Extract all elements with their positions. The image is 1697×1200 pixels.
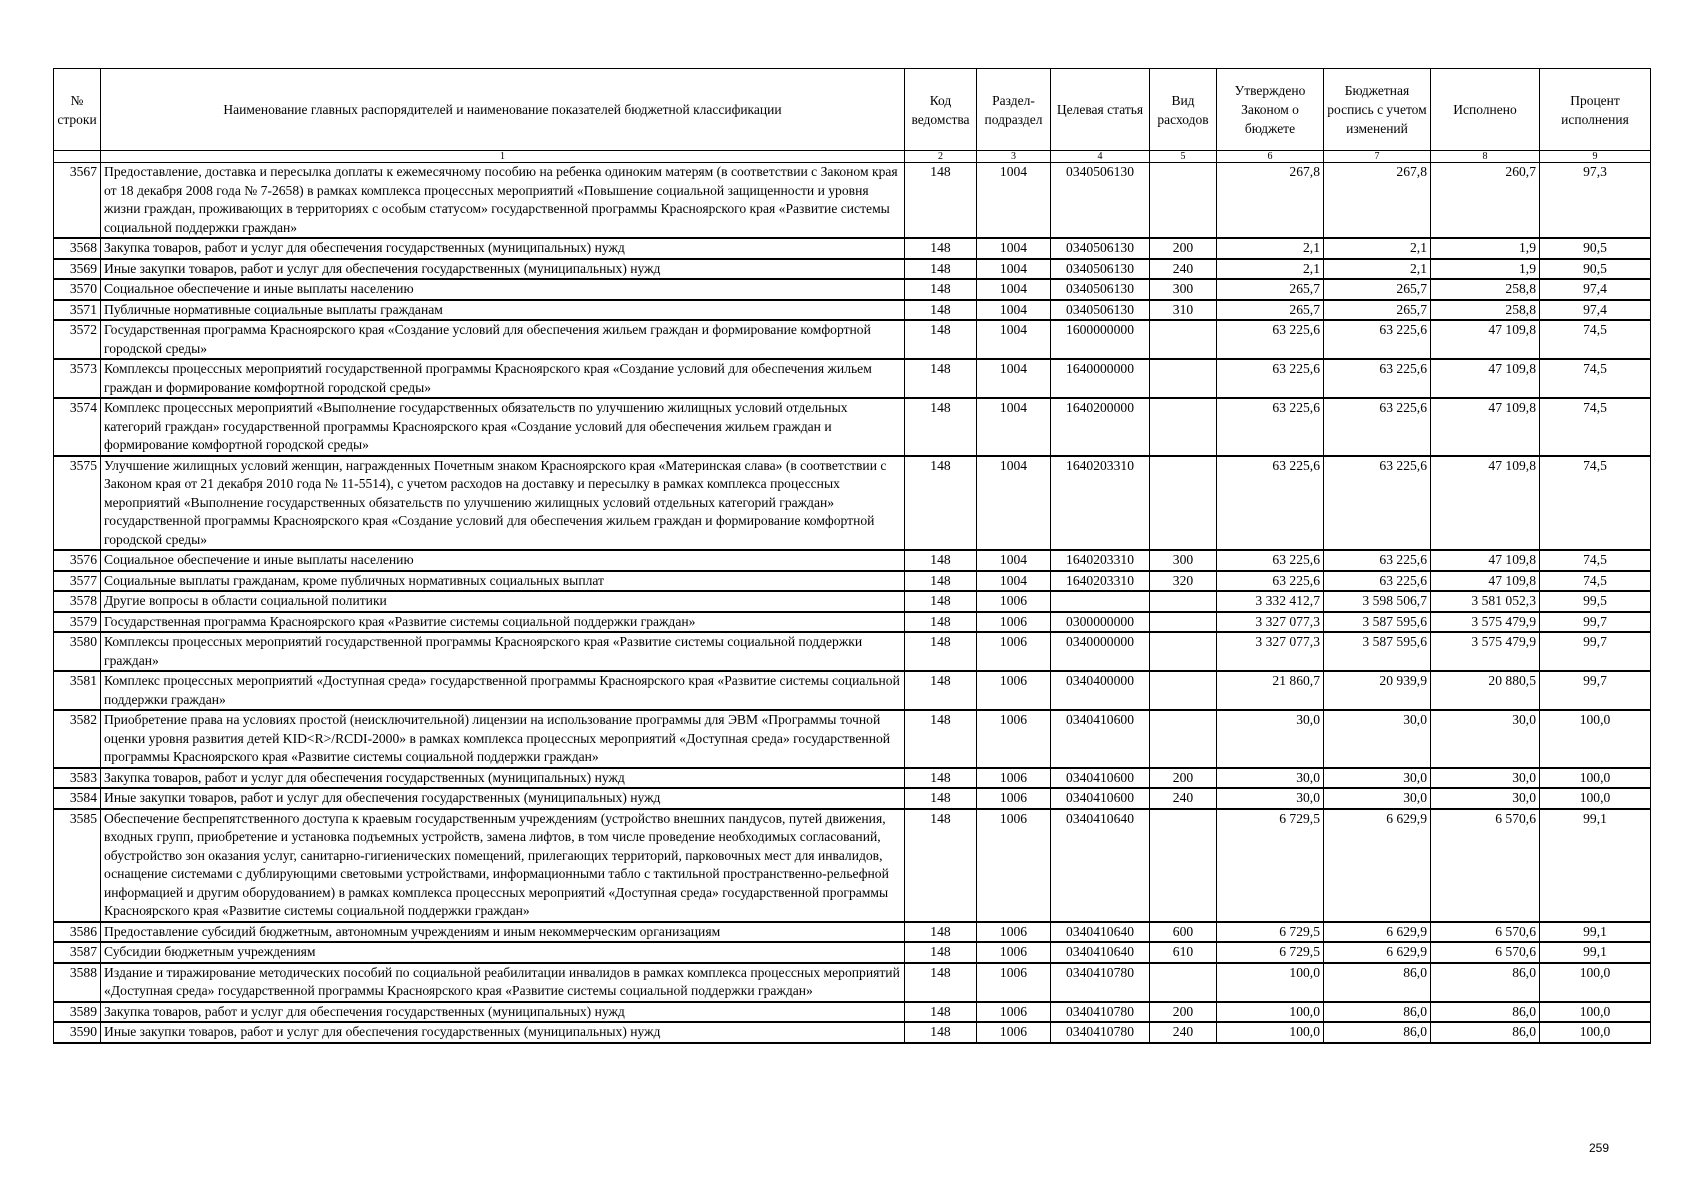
executed-cell: 3 581 052,3 (1431, 591, 1540, 612)
executed-cell: 20 880,5 (1431, 671, 1540, 710)
percent-cell: 100,0 (1540, 768, 1651, 789)
expense-type-cell (1150, 632, 1217, 671)
row-name-cell: Обеспечение беспрепятственного доступа к краевым государственным учреждениям (устройство внешних пандусов, путей движения, входных групп, приобретение и установка подъемных устройств, замена лифтов, в том числе проведение необходимых согласований, обустройство зон оказания услуг, санитарно-гигиенических помещений, прилегающих территорий, парковочных мест для инвалидов, оснащение системами с дублирующими световыми устройствами, информационными табло с тактильной пространственно-рельефной информацией и другим оборудованием) в рамках комплекса процессных мероприятий «Доступная среда» государственной программы Красноярского края «Развитие системы социальной поддержки граждан» (101, 809, 905, 922)
executed-cell: 260,7 (1431, 163, 1540, 239)
expense-type-cell: 310 (1150, 300, 1217, 321)
approved-cell: 63 225,6 (1217, 320, 1324, 359)
percent-cell: 100,0 (1540, 710, 1651, 768)
row-number-cell: 3571 (54, 300, 101, 321)
budget-schedule-cell: 3 598 506,7 (1324, 591, 1431, 612)
section-cell: 1006 (977, 1022, 1051, 1043)
dept-code-cell: 148 (905, 809, 977, 922)
section-cell: 1004 (977, 320, 1051, 359)
percent-cell: 74,5 (1540, 359, 1651, 398)
executed-cell: 30,0 (1431, 768, 1540, 789)
section-cell: 1006 (977, 710, 1051, 768)
executed-cell: 47 109,8 (1431, 398, 1540, 456)
section-cell: 1004 (977, 359, 1051, 398)
dept-code-cell: 148 (905, 238, 977, 259)
table-row (54, 163, 1651, 239)
budget-schedule-cell: 63 225,6 (1324, 320, 1431, 359)
budget-schedule-cell: 6 629,9 (1324, 809, 1431, 922)
column-number: 9 (1540, 151, 1651, 163)
dept-code-cell: 148 (905, 612, 977, 633)
budget-schedule-cell: 86,0 (1324, 1022, 1431, 1043)
percent-cell: 74,5 (1540, 571, 1651, 592)
table-row (54, 259, 1651, 280)
table-row (54, 788, 1651, 809)
table-row (54, 571, 1651, 592)
dept-code-cell: 148 (905, 398, 977, 456)
row-number-cell: 3587 (54, 942, 101, 963)
row-number-cell: 3580 (54, 632, 101, 671)
section-cell: 1006 (977, 612, 1051, 633)
budget-schedule-cell: 2,1 (1324, 238, 1431, 259)
target-article-cell: 0340410640 (1051, 922, 1150, 943)
budget-schedule-cell: 20 939,9 (1324, 671, 1431, 710)
budget-schedule-cell: 86,0 (1324, 1002, 1431, 1023)
row-number-cell: 3576 (54, 550, 101, 571)
section-cell: 1006 (977, 671, 1051, 710)
executed-cell: 6 570,6 (1431, 942, 1540, 963)
section-cell: 1006 (977, 788, 1051, 809)
approved-cell: 30,0 (1217, 788, 1324, 809)
dept-code-cell: 148 (905, 922, 977, 943)
header-section: Раздел-подраздел (977, 69, 1051, 151)
target-article-cell: 0340410780 (1051, 1002, 1150, 1023)
executed-cell: 1,9 (1431, 238, 1540, 259)
target-article-cell: 0340410600 (1051, 768, 1150, 789)
section-cell: 1004 (977, 571, 1051, 592)
approved-cell: 63 225,6 (1217, 571, 1324, 592)
header-row-number: № строки (54, 69, 101, 151)
executed-cell: 258,8 (1431, 300, 1540, 321)
row-name-cell: Социальное обеспечение и иные выплаты населению (101, 550, 905, 571)
percent-cell: 99,1 (1540, 809, 1651, 922)
target-article-cell: 0340400000 (1051, 671, 1150, 710)
executed-cell: 30,0 (1431, 710, 1540, 768)
expense-type-cell: 600 (1150, 922, 1217, 943)
table-row (54, 550, 1651, 571)
dept-code-cell: 148 (905, 163, 977, 239)
row-number-cell: 3570 (54, 279, 101, 300)
row-number-cell: 3574 (54, 398, 101, 456)
percent-cell: 100,0 (1540, 1002, 1651, 1023)
percent-cell: 99,5 (1540, 591, 1651, 612)
section-cell: 1004 (977, 300, 1051, 321)
expense-type-cell (1150, 591, 1217, 612)
expense-type-cell: 300 (1150, 279, 1217, 300)
row-number-cell: 3578 (54, 591, 101, 612)
row-name-cell: Социальное обеспечение и иные выплаты населению (101, 279, 905, 300)
row-name-cell: Другие вопросы в области социальной политики (101, 591, 905, 612)
target-article-cell: 0340506130 (1051, 300, 1150, 321)
budget-schedule-cell: 6 629,9 (1324, 922, 1431, 943)
column-number: 2 (905, 151, 977, 163)
target-article-cell: 0340410600 (1051, 710, 1150, 768)
budget-schedule-cell: 63 225,6 (1324, 456, 1431, 551)
row-name-cell: Комплексы процессных мероприятий государственной программы Красноярского края «Развитие системы социальной поддержки граждан» (101, 632, 905, 671)
approved-cell: 6 729,5 (1217, 922, 1324, 943)
target-article-cell: 1640203310 (1051, 456, 1150, 551)
row-name-cell: Предоставление субсидий бюджетным, автономным учреждениям и иным некоммерческим организациям (101, 922, 905, 943)
approved-cell: 63 225,6 (1217, 550, 1324, 571)
row-number-cell: 3585 (54, 809, 101, 922)
expense-type-cell: 200 (1150, 1002, 1217, 1023)
approved-cell: 21 860,7 (1217, 671, 1324, 710)
row-name-cell: Публичные нормативные социальные выплаты гражданам (101, 300, 905, 321)
dept-code-cell: 148 (905, 550, 977, 571)
executed-cell: 47 109,8 (1431, 359, 1540, 398)
row-number-cell: 3581 (54, 671, 101, 710)
table-row (54, 320, 1651, 359)
column-number: 5 (1150, 151, 1217, 163)
table-row (54, 456, 1651, 551)
percent-cell: 99,7 (1540, 632, 1651, 671)
target-article-cell: 1600000000 (1051, 320, 1150, 359)
table-row (54, 238, 1651, 259)
budget-schedule-cell: 63 225,6 (1324, 359, 1431, 398)
table-body (54, 163, 1651, 1043)
table-row (54, 922, 1651, 943)
percent-cell: 74,5 (1540, 550, 1651, 571)
approved-cell: 265,7 (1217, 279, 1324, 300)
row-name-cell: Комплекс процессных мероприятий «Доступная среда» государственной программы Красноярского края «Развитие системы социальной поддержки граждан» (101, 671, 905, 710)
budget-schedule-cell: 30,0 (1324, 710, 1431, 768)
dept-code-cell: 148 (905, 1022, 977, 1043)
expense-type-cell: 300 (1150, 550, 1217, 571)
header-approved: Утверждено Законом о бюджете (1217, 69, 1324, 151)
row-name-cell: Социальные выплаты гражданам, кроме публичных нормативных социальных выплат (101, 571, 905, 592)
target-article-cell: 0340410600 (1051, 788, 1150, 809)
budget-schedule-cell: 63 225,6 (1324, 571, 1431, 592)
row-name-cell: Субсидии бюджетным учреждениям (101, 942, 905, 963)
header-percent: Процент исполнения (1540, 69, 1651, 151)
percent-cell: 97,4 (1540, 279, 1651, 300)
expense-type-cell (1150, 456, 1217, 551)
percent-cell: 97,3 (1540, 163, 1651, 239)
expense-type-cell: 200 (1150, 768, 1217, 789)
budget-schedule-cell: 265,7 (1324, 279, 1431, 300)
table-row (54, 809, 1651, 922)
table-row (54, 1002, 1651, 1023)
executed-cell: 86,0 (1431, 1002, 1540, 1023)
column-number: 1 (101, 151, 905, 163)
row-number-cell: 3575 (54, 456, 101, 551)
executed-cell: 86,0 (1431, 963, 1540, 1002)
approved-cell: 30,0 (1217, 710, 1324, 768)
expense-type-cell: 320 (1150, 571, 1217, 592)
row-name-cell: Иные закупки товаров, работ и услуг для обеспечения государственных (муниципальных) нужд (101, 1022, 905, 1043)
target-article-cell: 1640000000 (1051, 359, 1150, 398)
table-row (54, 398, 1651, 456)
row-name-cell: Комплексы процессных мероприятий государственной программы Красноярского края «Создание условий для обеспечения жильем граждан и формирование комфортной городской среды» (101, 359, 905, 398)
executed-cell: 47 109,8 (1431, 571, 1540, 592)
dept-code-cell: 148 (905, 768, 977, 789)
row-name-cell: Закупка товаров, работ и услуг для обеспечения государственных (муниципальных) нужд (101, 1002, 905, 1023)
table-row (54, 942, 1651, 963)
section-cell: 1004 (977, 550, 1051, 571)
expense-type-cell (1150, 963, 1217, 1002)
section-cell: 1006 (977, 963, 1051, 1002)
row-name-cell: Комплекс процессных мероприятий «Выполнение государственных обязательств по улучшению жилищных условий отдельных категорий граждан» государственной программы Красноярского края «Создание условий для обеспечения жильем граждан и формирование комфортной городской среды» (101, 398, 905, 456)
percent-cell: 74,5 (1540, 320, 1651, 359)
section-cell: 1004 (977, 163, 1051, 239)
column-number: 6 (1217, 151, 1324, 163)
table-row (54, 1022, 1651, 1043)
table-row (54, 671, 1651, 710)
approved-cell: 6 729,5 (1217, 809, 1324, 922)
dept-code-cell: 148 (905, 279, 977, 300)
section-cell: 1006 (977, 922, 1051, 943)
dept-code-cell: 148 (905, 710, 977, 768)
section-cell: 1004 (977, 456, 1051, 551)
table-row (54, 768, 1651, 789)
budget-schedule-cell: 6 629,9 (1324, 942, 1431, 963)
dept-code-cell: 148 (905, 456, 977, 551)
percent-cell: 74,5 (1540, 398, 1651, 456)
header-row (54, 69, 1651, 151)
expense-type-cell: 240 (1150, 1022, 1217, 1043)
executed-cell: 1,9 (1431, 259, 1540, 280)
dept-code-cell: 148 (905, 259, 977, 280)
dept-code-cell: 148 (905, 671, 977, 710)
expense-type-cell (1150, 809, 1217, 922)
row-number-cell: 3584 (54, 788, 101, 809)
row-name-cell: Иные закупки товаров, работ и услуг для обеспечения государственных (муниципальных) нужд (101, 259, 905, 280)
row-number-cell: 3569 (54, 259, 101, 280)
dept-code-cell: 148 (905, 359, 977, 398)
table-row (54, 710, 1651, 768)
percent-cell: 100,0 (1540, 963, 1651, 1002)
section-cell: 1004 (977, 398, 1051, 456)
target-article-cell: 0340506130 (1051, 279, 1150, 300)
row-number-cell: 3583 (54, 768, 101, 789)
table-row (54, 632, 1651, 671)
column-number: 8 (1431, 151, 1540, 163)
target-article-cell: 0340000000 (1051, 632, 1150, 671)
dept-code-cell: 148 (905, 571, 977, 592)
expense-type-cell (1150, 359, 1217, 398)
row-name-cell: Закупка товаров, работ и услуг для обеспечения государственных (муниципальных) нужд (101, 768, 905, 789)
executed-cell: 47 109,8 (1431, 550, 1540, 571)
table-row (54, 612, 1651, 633)
budget-schedule-cell: 3 587 595,6 (1324, 612, 1431, 633)
target-article-cell: 0340410640 (1051, 942, 1150, 963)
target-article-cell: 0340506130 (1051, 238, 1150, 259)
header-dept-code: Код ведомства (905, 69, 977, 151)
expense-type-cell (1150, 163, 1217, 239)
approved-cell: 63 225,6 (1217, 359, 1324, 398)
expense-type-cell (1150, 671, 1217, 710)
row-name-cell: Улучшение жилищных условий женщин, награжденных Почетным знаком Красноярского края «Материнская слава» (в соответствии с Законом края от 21 декабря 2010 года № 11-5514), с учетом расходов на доставку и пересылку в рамках комплекса процессных мероприятий «Выполнение государственных обязательств по улучшению жилищных условий отдельных категорий граждан» государственной программы Красноярского края «Создание условий для обеспечения жильем граждан и формирование комфортной городской среды» (101, 456, 905, 551)
column-number: 3 (977, 151, 1051, 163)
row-name-cell: Государственная программа Красноярского края «Создание условий для обеспечения жильем граждан и формирование комфортной городской среды» (101, 320, 905, 359)
percent-cell: 90,5 (1540, 259, 1651, 280)
expense-type-cell (1150, 320, 1217, 359)
percent-cell: 74,5 (1540, 456, 1651, 551)
row-name-cell: Издание и тиражирование методических пособий по социальной реабилитации инвалидов в рамках комплекса процессных мероприятий «Доступная среда» государственной программы Красноярского края «Развитие системы социальной поддержки граждан» (101, 963, 905, 1002)
dept-code-cell: 148 (905, 591, 977, 612)
header-target-article: Целевая статья (1051, 69, 1150, 151)
section-cell: 1006 (977, 809, 1051, 922)
executed-cell: 86,0 (1431, 1022, 1540, 1043)
dept-code-cell: 148 (905, 942, 977, 963)
percent-cell: 99,7 (1540, 612, 1651, 633)
approved-cell: 3 332 412,7 (1217, 591, 1324, 612)
budget-schedule-cell: 2,1 (1324, 259, 1431, 280)
approved-cell: 3 327 077,3 (1217, 632, 1324, 671)
row-name-cell: Иные закупки товаров, работ и услуг для обеспечения государственных (муниципальных) нужд (101, 788, 905, 809)
budget-table-sheet (53, 68, 1650, 1044)
row-name-cell: Закупка товаров, работ и услуг для обеспечения государственных (муниципальных) нужд (101, 238, 905, 259)
section-cell: 1006 (977, 632, 1051, 671)
section-cell: 1004 (977, 238, 1051, 259)
column-number (54, 151, 101, 163)
target-article-cell: 0340506130 (1051, 259, 1150, 280)
budget-schedule-cell: 30,0 (1324, 768, 1431, 789)
expense-type-cell: 200 (1150, 238, 1217, 259)
page-number: 259 (1588, 1141, 1609, 1155)
table-row (54, 963, 1651, 1002)
row-number-cell: 3586 (54, 922, 101, 943)
header-name: Наименование главных распорядителей и наименование показателей бюджетной классификации (101, 69, 905, 151)
approved-cell: 100,0 (1217, 963, 1324, 1002)
table-row (54, 279, 1651, 300)
table-row (54, 591, 1651, 612)
row-number-cell: 3588 (54, 963, 101, 1002)
approved-cell: 30,0 (1217, 768, 1324, 789)
section-cell: 1004 (977, 259, 1051, 280)
section-cell: 1006 (977, 591, 1051, 612)
approved-cell: 2,1 (1217, 238, 1324, 259)
column-number: 4 (1051, 151, 1150, 163)
percent-cell: 90,5 (1540, 238, 1651, 259)
executed-cell: 47 109,8 (1431, 320, 1540, 359)
row-number-cell: 3573 (54, 359, 101, 398)
budget-schedule-cell: 3 587 595,6 (1324, 632, 1431, 671)
expense-type-cell: 240 (1150, 788, 1217, 809)
target-article-cell: 0340410780 (1051, 963, 1150, 1002)
row-name-cell: Государственная программа Красноярского края «Развитие системы социальной поддержки граждан» (101, 612, 905, 633)
expense-type-cell (1150, 398, 1217, 456)
approved-cell: 100,0 (1217, 1002, 1324, 1023)
row-number-cell: 3579 (54, 612, 101, 633)
section-cell: 1006 (977, 1002, 1051, 1023)
target-article-cell: 0340410780 (1051, 1022, 1150, 1043)
row-number-cell: 3590 (54, 1022, 101, 1043)
approved-cell: 267,8 (1217, 163, 1324, 239)
row-number-cell: 3589 (54, 1002, 101, 1023)
executed-cell: 258,8 (1431, 279, 1540, 300)
row-number-cell: 3568 (54, 238, 101, 259)
target-article-cell: 0300000000 (1051, 612, 1150, 633)
dept-code-cell: 148 (905, 963, 977, 1002)
dept-code-cell: 148 (905, 632, 977, 671)
dept-code-cell: 148 (905, 1002, 977, 1023)
target-article-cell: 1640200000 (1051, 398, 1150, 456)
dept-code-cell: 148 (905, 320, 977, 359)
row-number-cell: 3572 (54, 320, 101, 359)
table-row (54, 359, 1651, 398)
approved-cell: 3 327 077,3 (1217, 612, 1324, 633)
percent-cell: 97,4 (1540, 300, 1651, 321)
row-number-cell: 3567 (54, 163, 101, 239)
section-cell: 1006 (977, 942, 1051, 963)
executed-cell: 6 570,6 (1431, 922, 1540, 943)
executed-cell: 3 575 479,9 (1431, 632, 1540, 671)
expense-type-cell: 610 (1150, 942, 1217, 963)
target-article-cell: 0340410640 (1051, 809, 1150, 922)
percent-cell: 100,0 (1540, 1022, 1651, 1043)
budget-schedule-cell: 30,0 (1324, 788, 1431, 809)
target-article-cell: 1640203310 (1051, 571, 1150, 592)
percent-cell: 99,1 (1540, 942, 1651, 963)
budget-schedule-cell: 63 225,6 (1324, 398, 1431, 456)
expense-type-cell (1150, 710, 1217, 768)
percent-cell: 100,0 (1540, 788, 1651, 809)
executed-cell: 30,0 (1431, 788, 1540, 809)
budget-schedule-cell: 63 225,6 (1324, 550, 1431, 571)
budget-table (53, 68, 1651, 1044)
approved-cell: 63 225,6 (1217, 456, 1324, 551)
target-article-cell (1051, 591, 1150, 612)
executed-cell: 3 575 479,9 (1431, 612, 1540, 633)
percent-cell: 99,7 (1540, 671, 1651, 710)
expense-type-cell: 240 (1150, 259, 1217, 280)
budget-schedule-cell: 265,7 (1324, 300, 1431, 321)
approved-cell: 265,7 (1217, 300, 1324, 321)
row-name-cell: Предоставление, доставка и пересылка доплаты к ежемесячному пособию на ребенка одиноким матерям (в соответствии с Законом края от 18 декабря 2008 года № 7-2658) в рамках комплекса процессных мероприятий «Повышение социальной защищенности и уровня жизни граждан, проживающих в территориях с особым статусом» государственной программы Красноярского края «Развитие системы социальной поддержки граждан» (101, 163, 905, 239)
column-number: 7 (1324, 151, 1431, 163)
dept-code-cell: 148 (905, 300, 977, 321)
approved-cell: 6 729,5 (1217, 942, 1324, 963)
row-number-cell: 3577 (54, 571, 101, 592)
budget-schedule-cell: 267,8 (1324, 163, 1431, 239)
header-budget-schedule: Бюджетная роспись с учетом изменений (1324, 69, 1431, 151)
row-number-cell: 3582 (54, 710, 101, 768)
executed-cell: 47 109,8 (1431, 456, 1540, 551)
approved-cell: 100,0 (1217, 1022, 1324, 1043)
percent-cell: 99,1 (1540, 922, 1651, 943)
expense-type-cell (1150, 612, 1217, 633)
target-article-cell: 1640203310 (1051, 550, 1150, 571)
section-cell: 1004 (977, 279, 1051, 300)
section-cell: 1006 (977, 768, 1051, 789)
header-expense-type: Вид расходов (1150, 69, 1217, 151)
table-row (54, 300, 1651, 321)
header-executed: Исполнено (1431, 69, 1540, 151)
executed-cell: 6 570,6 (1431, 809, 1540, 922)
column-number-row (54, 151, 1651, 163)
dept-code-cell: 148 (905, 788, 977, 809)
row-name-cell: Приобретение права на условиях простой (неисключительной) лицензии на использование программы для ЭВМ «Программы точной оценки уровня развития детей KID<R>/RCDI-2000» в рамках комплекса процессных мероприятий «Доступная среда» государственной программы Красноярского края «Развитие системы социальной поддержки граждан» (101, 710, 905, 768)
target-article-cell: 0340506130 (1051, 163, 1150, 239)
budget-schedule-cell: 86,0 (1324, 963, 1431, 1002)
approved-cell: 63 225,6 (1217, 398, 1324, 456)
approved-cell: 2,1 (1217, 259, 1324, 280)
